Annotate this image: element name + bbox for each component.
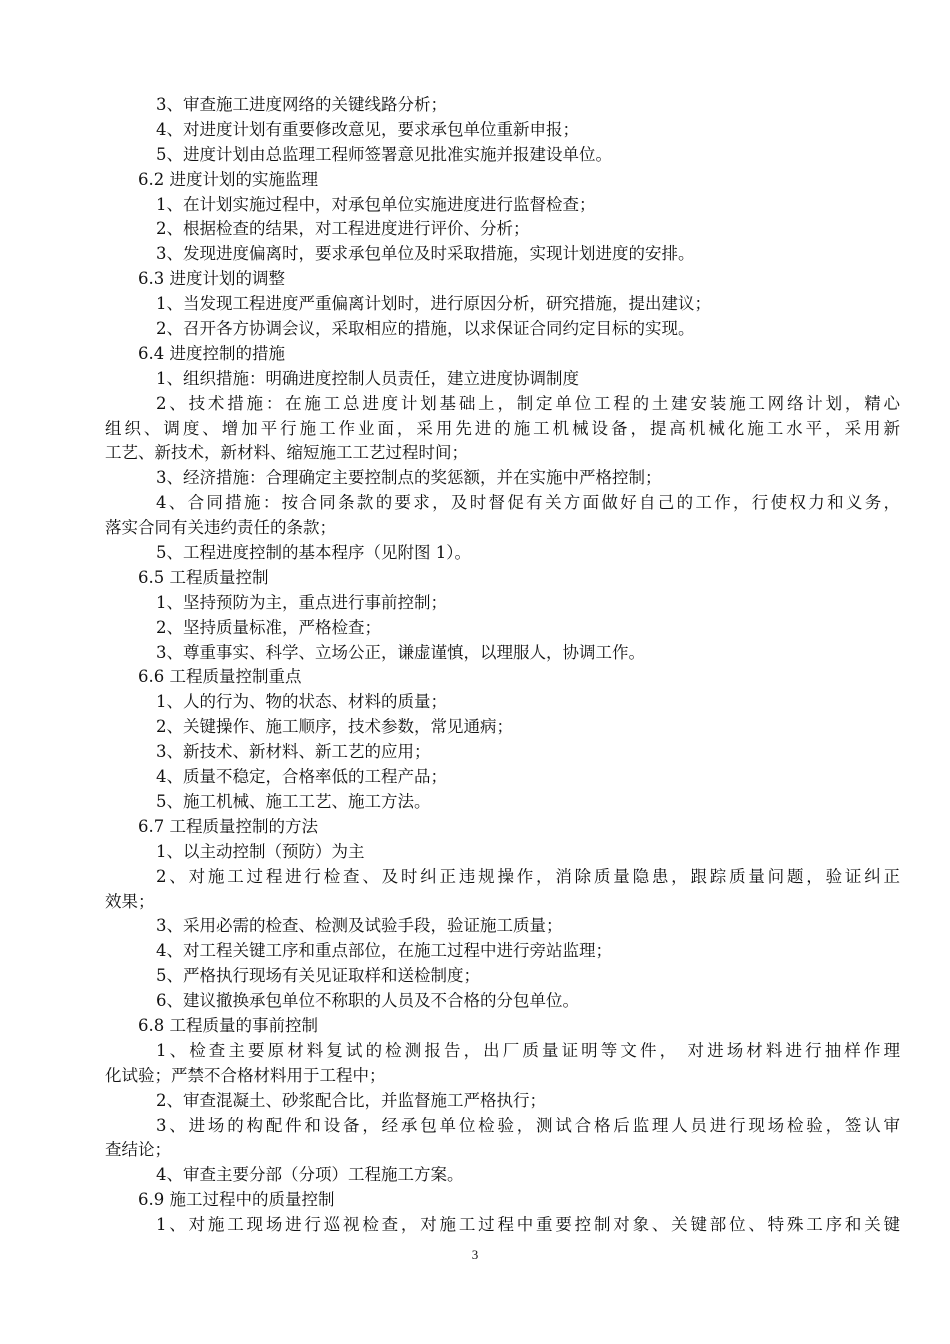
- page-number: 3: [471, 1247, 479, 1262]
- paragraph-line: 1、人的行为、物的状态、材料的质量；: [156, 692, 447, 712]
- paragraph-line: 3、新技术、新材料、新工艺的应用；: [156, 742, 431, 762]
- paragraph-line: 2、召开各方协调会议，采取相应的措施，以求保证合同约定目标的实现。: [156, 319, 695, 339]
- paragraph-line: 4、对工程关键工序和重点部位，在施工过程中进行旁站监理；: [156, 941, 612, 961]
- paragraph-line: 4、审查主要分部（分项）工程施工方案。: [156, 1165, 464, 1185]
- paragraph-line: 1、对施工现场进行巡视检查，对施工过程中重要控制对象、关键部位、特殊工序和关键: [156, 1215, 900, 1235]
- paragraph-line: 3、经济措施：合理确定主要控制点的奖惩额，并在实施中严格控制；: [156, 468, 662, 488]
- paragraph-line: 4、合同措施：按合同条款的要求，及时督促有关方面做好自己的工作，行使权力和义务，: [156, 493, 900, 513]
- paragraph-line: 查结论；: [105, 1140, 171, 1160]
- paragraph-line: 3、发现进度偏离时，要求承包单位及时采取措施，实现计划进度的安排。: [156, 244, 695, 264]
- paragraph-line: 4、对进度计划有重要修改意见，要求承包单位重新申报；: [156, 119, 579, 139]
- paragraph-line: 化试验；严禁不合格材料用于工程中；: [105, 1065, 386, 1085]
- paragraph-line: 5、严格执行现场有关见证取样和送检制度；: [156, 966, 480, 986]
- paragraph-line: 3、审查施工进度网络的关键线路分析；: [156, 95, 447, 114]
- paragraph-line: 1、以主动控制（预防）为主: [156, 841, 365, 861]
- section-heading: 6.3 进度计划的调整: [138, 269, 285, 289]
- paragraph-line: 2、关键操作、施工顺序，技术参数，常见通病；: [156, 717, 513, 737]
- section-heading: 6.5 工程质量控制: [138, 567, 269, 587]
- section-heading: 6.8 工程质量的事前控制: [138, 1015, 318, 1035]
- section-heading: 6.7 工程质量控制的方法: [138, 816, 318, 836]
- paragraph-line: 1、在计划实施过程中，对承包单位实施进度进行监督检查；: [156, 194, 596, 214]
- paragraph-line: 2、对施工过程进行检查、及时纠正违规操作，消除质量隐患，跟踪质量问题，验证纠正: [156, 866, 900, 886]
- paragraph-line: 6、建议撤换承包单位不称职的人员及不合格的分包单位。: [156, 991, 579, 1011]
- paragraph-line: 3、尊重事实、科学、立场公正，谦虚谨慎，以理服人，协调工作。: [156, 642, 645, 662]
- paragraph-line: 工艺、新技术，新材料、缩短施工工艺过程时间；: [105, 443, 468, 463]
- paragraph-line: 2、坚持质量标准，严格检查；: [156, 617, 381, 637]
- document-body: [105, 93, 900, 1238]
- paragraph-line: 2、审查混凝土、砂浆配合比，并监督施工严格执行；: [156, 1090, 546, 1110]
- paragraph-line: 5、工程进度控制的基本程序（见附图 1）。: [156, 543, 471, 563]
- section-heading: 6.4 进度控制的措施: [138, 343, 285, 363]
- section-heading: 6.6 工程质量控制重点: [138, 667, 302, 687]
- paragraph-line: 落实合同有关违约责任的条款；: [105, 518, 336, 538]
- paragraph-line: 2、技术措施：在施工总进度计划基础上，制定单位工程的土建安装施工网络计划，精心: [156, 393, 900, 413]
- paragraph-line: 2、根据检查的结果，对工程进度进行评价、分析；: [156, 219, 530, 239]
- section-heading: 6.2 进度计划的实施监理: [138, 169, 318, 189]
- paragraph-line: 5、进度计划由总监理工程师签署意见批准实施并报建设单位。: [156, 144, 612, 164]
- paragraph-line: 1、坚持预防为主，重点进行事前控制；: [156, 592, 447, 612]
- paragraph-line: 组织、调度、增加平行施工作业面，采用先进的施工机械设备，提高机械化施工水平，采用新: [105, 418, 900, 438]
- paragraph-line: 1、组织措施：明确进度控制人员责任，建立进度协调制度: [156, 368, 579, 388]
- paragraph-line: 3、采用必需的检查、检测及试验手段，验证施工质量；: [156, 916, 563, 936]
- paragraph-line: 3、进场的构配件和设备，经承包单位检验，测试合格后监理人员进行现场检验，签认审: [156, 1115, 900, 1135]
- paragraph-line: 4、质量不稳定，合格率低的工程产品；: [156, 767, 447, 787]
- paragraph-line: 5、施工机械、施工工艺、施工方法。: [156, 791, 431, 811]
- paragraph-line: 1、检查主要原材料复试的检测报告，出厂质量证明等文件， 对进场材料进行抽样作理: [156, 1040, 900, 1060]
- paragraph-line: 效果；: [105, 891, 155, 911]
- paragraph-line: 1、当发现工程进度严重偏离计划时，进行原因分析，研究措施，提出建议；: [156, 294, 711, 314]
- section-heading: 6.9 施工过程中的质量控制: [138, 1190, 335, 1210]
